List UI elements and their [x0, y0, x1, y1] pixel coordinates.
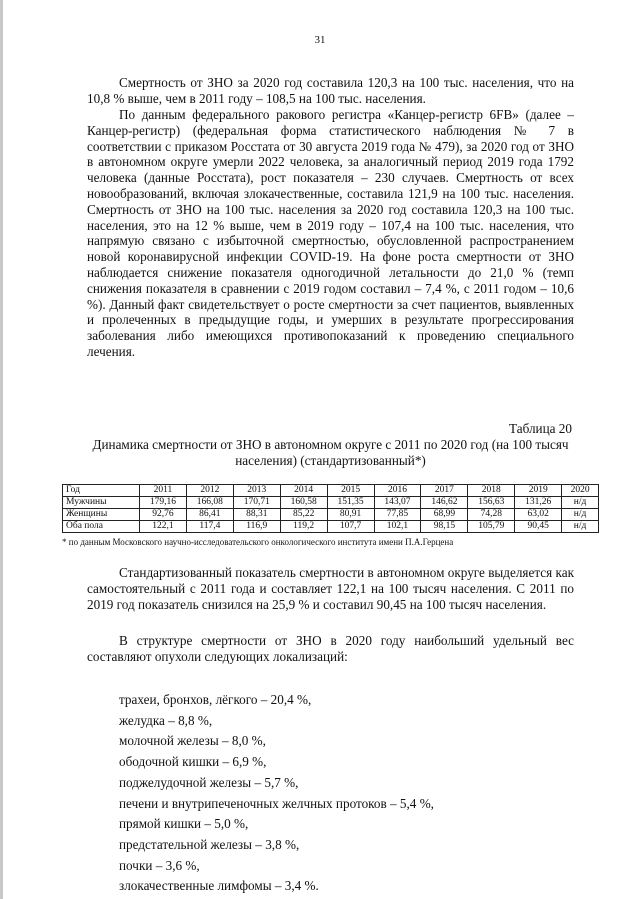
table-cell: 122,1 [140, 521, 187, 533]
table-row [63, 521, 599, 533]
table-header-cell: Год [63, 485, 140, 497]
table-cell: 105,79 [468, 521, 515, 533]
paragraph-mortality-2020: Смертность от ЗНО за 2020 год составила 120,3 на 100 тыс. населения, что на 10,8 % выше, чем в 2011 году – 108,5 на 100 тыс. населения. [87, 75, 574, 106]
list-item: поджелудочной железы – 5,7 %, [119, 774, 299, 790]
table-cell: 74,28 [468, 509, 515, 521]
list-item: злокачественные лимфомы – 3,4 %. [119, 878, 319, 894]
table-row-label: Оба пола [63, 521, 140, 533]
table-cell: 131,26 [515, 497, 562, 509]
list-item: предстательной железы – 3,8 %, [119, 836, 300, 852]
table-cell: 143,07 [374, 497, 421, 509]
list-item: ободочной кишки – 6,9 %, [119, 754, 267, 770]
table-cell: 170,71 [233, 497, 280, 509]
table-cell: 63,02 [515, 509, 562, 521]
paragraph-structure-intro: В структуре смертности от ЗНО в 2020 году наибольший удельный вес составляют опухоли следующих локализаций: [87, 633, 574, 664]
table-header-cell: 2015 [327, 485, 374, 497]
table-cell: 86,41 [186, 509, 233, 521]
table-cell: 80,91 [327, 509, 374, 521]
list-item: печени и внутрипеченочных желчных протоков – 5,4 %, [119, 795, 434, 811]
table-header-cell: 2013 [233, 485, 280, 497]
table-row-label: Мужчины [63, 497, 140, 509]
table-row [63, 497, 599, 509]
table-header-cell: 2020 [562, 485, 599, 497]
table-header-cell: 2017 [421, 485, 468, 497]
table-cell: 77,85 [374, 509, 421, 521]
localization-list [119, 690, 434, 897]
table-cell: 117,4 [186, 521, 233, 533]
paragraph-standardized-rate: Стандартизованный показатель смертности в автономном округе выделяется как самостоятельный с 2011 года и составляет 122,1 на 100 тысяч населения. С 2011 по 2019 год показатель снизился на 25,9 % и составил 90,45 на 100 тысяч населения. [87, 565, 574, 612]
table-cell: 166,08 [186, 497, 233, 509]
table-cell: 88,31 [233, 509, 280, 521]
table-cell: 107,7 [327, 521, 374, 533]
list-item: желудка – 8,8 %, [119, 712, 213, 728]
table-cell: 98,15 [421, 521, 468, 533]
table-cell: 90,45 [515, 521, 562, 533]
table-cell: н/д [562, 521, 599, 533]
list-item: прямой кишки – 5,0 %, [119, 816, 249, 832]
table-header-cell: 2012 [186, 485, 233, 497]
table-cell: 151,35 [327, 497, 374, 509]
table-header-cell: 2014 [280, 485, 327, 497]
table-row-label: Женщины [63, 509, 140, 521]
table-row [63, 509, 599, 521]
table-cell: 156,63 [468, 497, 515, 509]
table-title: Динамика смертности от ЗНО в автономном округе с 2011 по 2020 год (на 100 тысяч населения) (стандартизованный*) [92, 437, 569, 468]
table-number: Таблица 20 [509, 421, 572, 436]
list-item: молочной железы – 8,0 %, [119, 733, 266, 749]
table-header-cell: 2011 [140, 485, 187, 497]
table-cell: 92,76 [140, 509, 187, 521]
table-cell: 119,2 [280, 521, 327, 533]
table-cell: 146,62 [421, 497, 468, 509]
table-cell: н/д [562, 497, 599, 509]
table-footnote: * по данным Московского научно-исследовательского онкологического института имени П.А.Герцена [62, 537, 454, 547]
table-cell: 116,9 [233, 521, 280, 533]
paragraph-cancer-register: По данным федерального ракового регистра «Канцер-регистр 6FB» (далее – Канцер-регистр) (федеральная форма статистического наблюдения № 7 в соответствии с приказом Росстата от 30 августа 2019 года № 479), за 2020 год от ЗНО в автономном округе умерли 2022 человека, за аналогичный период 2019 года 1792 человека (данные Росстата), рост показателя – 230 случаев. Смертность от всех новообразований, включая злокачественные, составила 121,9 на 100 тыс. населения. Смертность от ЗНО на 100 тыс. населения за 2020 год составила 120,3 на 100 тыс. населения, это на 12 % выше, чем в 2019 году – 107,4 на 100 тыс. населения, что напрямую связано с избыточной смертностью, обусловленной распространением новой коронавирусной инфекции COVID-19. На фоне роста смертности от ЗНО наблюдается снижение показателя одногодичной летальности до 21,0 % (темп снижения показателя в сравнении с 2019 годом составил – 7,4 %, с 2011 годом – 10,6 %). Данный факт свидетельствует о росте смертности за счет пациентов, выявленных и пролеченных в предыдущие годы, и умерших в результате прогрессирования заболевания либо имеющихся противопоказаний к проведению специального лечения. [87, 107, 574, 359]
table-cell: 68,99 [421, 509, 468, 521]
table-header-row [63, 485, 599, 497]
scan-edge [0, 0, 3, 899]
table-header-cell: 2016 [374, 485, 421, 497]
table-cell: 102,1 [374, 521, 421, 533]
table-header-cell: 2019 [515, 485, 562, 497]
table-cell: 85,22 [280, 509, 327, 521]
page-number: 31 [314, 34, 326, 46]
table-cell: н/д [562, 509, 599, 521]
table-header-cell: 2018 [468, 485, 515, 497]
list-item: почки – 3,6 %, [119, 857, 200, 873]
mortality-table [62, 484, 599, 533]
table-cell: 160,58 [280, 497, 327, 509]
list-item: трахеи, бронхов, лёгкого – 20,4 %, [119, 692, 312, 707]
table-cell: 179,16 [140, 497, 187, 509]
